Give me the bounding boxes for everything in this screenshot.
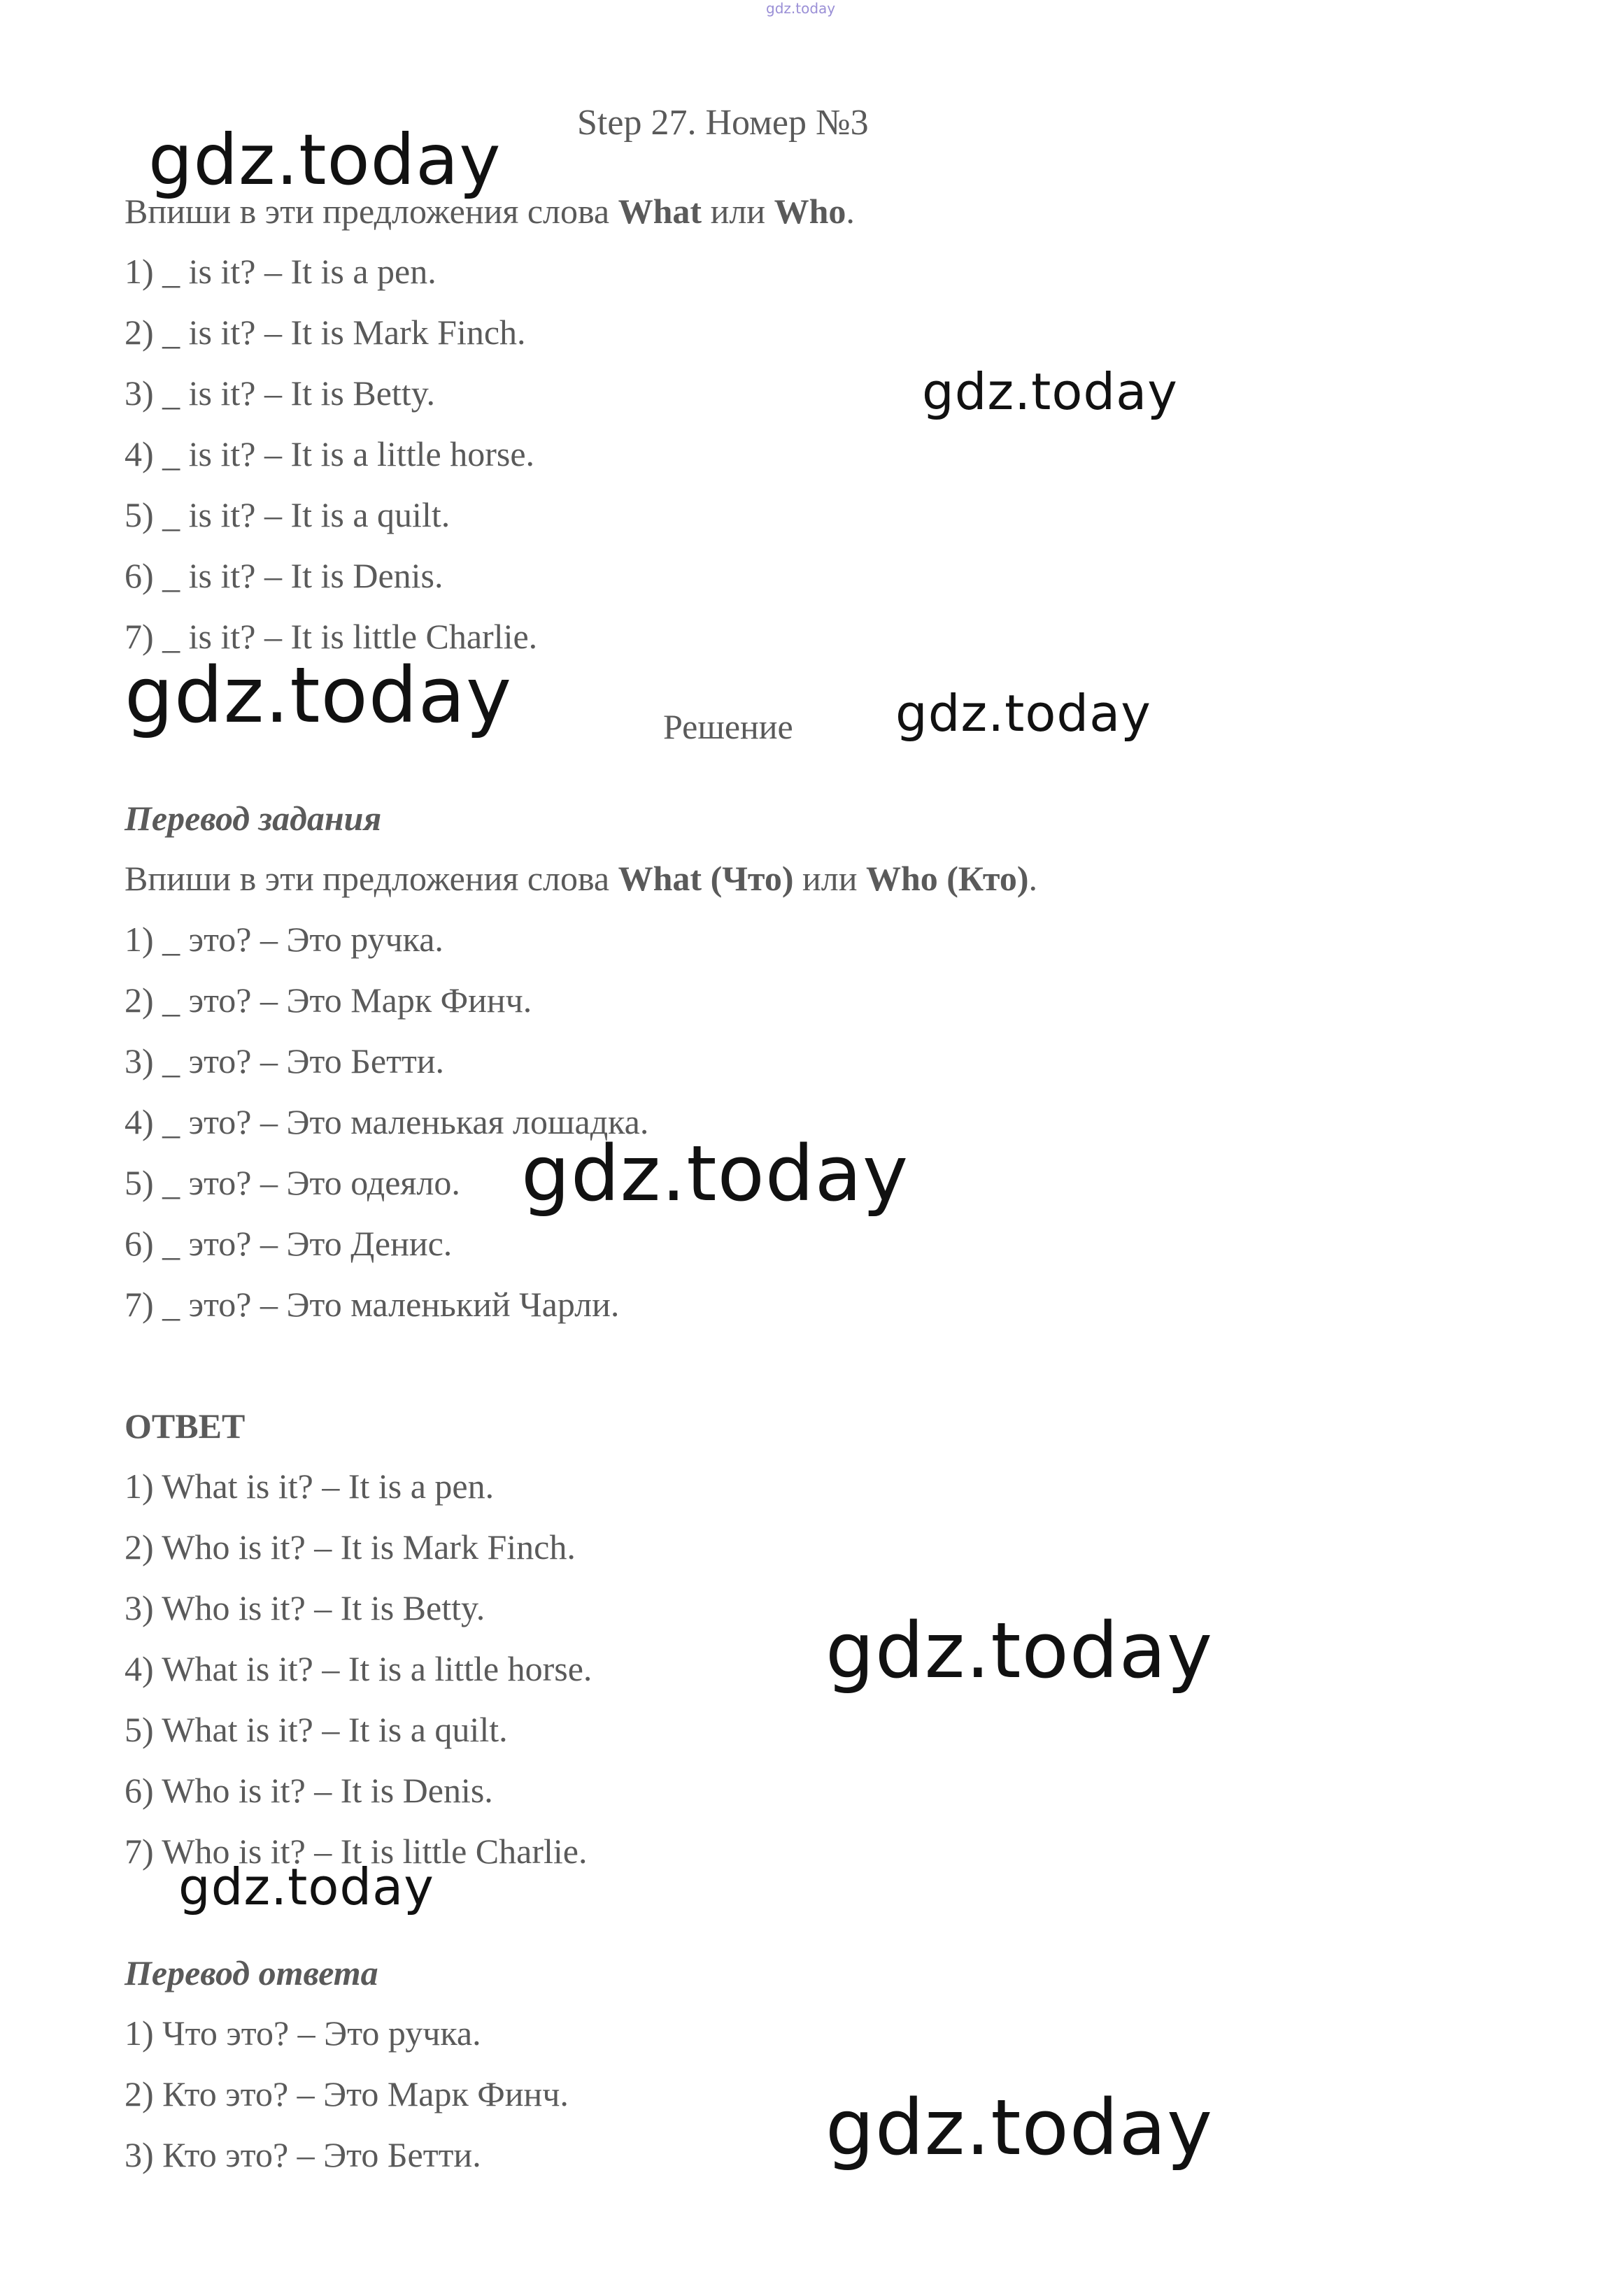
task-item: 4) _ is it? – It is a little horse. — [125, 434, 535, 473]
watermark: gdz.today — [825, 2083, 1214, 2172]
task-item: 5) _ is it? – It is a quilt. — [125, 495, 450, 534]
translation-task-item: 7) _ это? – Это маленький Чарли. — [125, 1285, 620, 1324]
watermark: gdz.today — [521, 1129, 909, 1218]
translation-answer-heading: Перевод ответа — [125, 1953, 378, 1992]
answer-item: 2) Who is it? – It is Mark Finch. — [125, 1527, 576, 1567]
translation-task-item: 3) _ это? – Это Бетти. — [125, 1041, 445, 1081]
answer-heading: ОТВЕТ — [125, 1406, 246, 1446]
translation-task-item: 2) _ это? – Это Марк Финч. — [125, 981, 532, 1020]
translation-task-item: 5) _ это? – Это одеяло. — [125, 1163, 460, 1202]
answer-item: 6) Who is it? – It is Denis. — [125, 1771, 493, 1810]
task-instruction-end: . — [846, 192, 855, 231]
watermark: gdz.today — [895, 684, 1151, 743]
translation-answer-item: 3) Кто это? – Это Бетти. — [125, 2135, 481, 2174]
translation-word-who: Who (Кто) — [865, 859, 1029, 898]
translation-task-item: 1) _ это? – Это ручка. — [125, 920, 443, 959]
translation-answer-item: 1) Что это? – Это ручка. — [125, 2013, 481, 2053]
translation-task-item: 4) _ это? – Это маленькая лошадка. — [125, 1102, 649, 1141]
translation-instruction-end: . — [1028, 859, 1037, 898]
task-word-who: Who — [774, 192, 846, 231]
solution-label: Решение — [663, 707, 793, 746]
answer-item: 7) Who is it? – It is little Charlie. — [125, 1832, 588, 1871]
answer-item: 3) Who is it? – It is Betty. — [125, 1588, 485, 1627]
watermark: gdz.today — [125, 650, 513, 740]
task-item: 3) _ is it? – It is Betty. — [125, 373, 435, 413]
watermark: gdz.today — [178, 1858, 434, 1916]
answer-item: 4) What is it? – It is a little horse. — [125, 1649, 592, 1688]
answer-item: 5) What is it? – It is a quilt. — [125, 1710, 508, 1749]
answer-item: 1) What is it? – It is a pen. — [125, 1467, 495, 1506]
translation-task-instruction — [125, 857, 1037, 899]
task-instruction-prefix: Впиши в эти предложения слова — [125, 192, 618, 231]
task-word-what: What — [618, 192, 702, 231]
top-watermark: gdz.today — [766, 0, 836, 17]
task-item: 7) _ is it? – It is little Charlie. — [125, 617, 538, 656]
translation-task-item: 6) _ это? – Это Денис. — [125, 1224, 453, 1263]
watermark: gdz.today — [148, 119, 502, 201]
translation-word-what: What (Что) — [618, 859, 794, 898]
watermark: gdz.today — [825, 1606, 1214, 1695]
task-item: 6) _ is it? – It is Denis. — [125, 556, 443, 595]
watermark: gdz.today — [922, 362, 1178, 421]
translation-instruction-prefix: Впиши в эти предложения слова — [125, 859, 618, 898]
translation-task-heading: Перевод задания — [125, 799, 382, 838]
task-item: 1) _ is it? – It is a pen. — [125, 252, 437, 291]
translation-answer-item: 2) Кто это? – Это Марк Финч. — [125, 2074, 569, 2113]
page-title: Step 27. Номер №3 — [577, 103, 869, 143]
translation-connector: или — [793, 859, 866, 898]
task-item: 2) _ is it? – It is Mark Finch. — [125, 313, 526, 352]
task-connector: или — [702, 192, 774, 231]
